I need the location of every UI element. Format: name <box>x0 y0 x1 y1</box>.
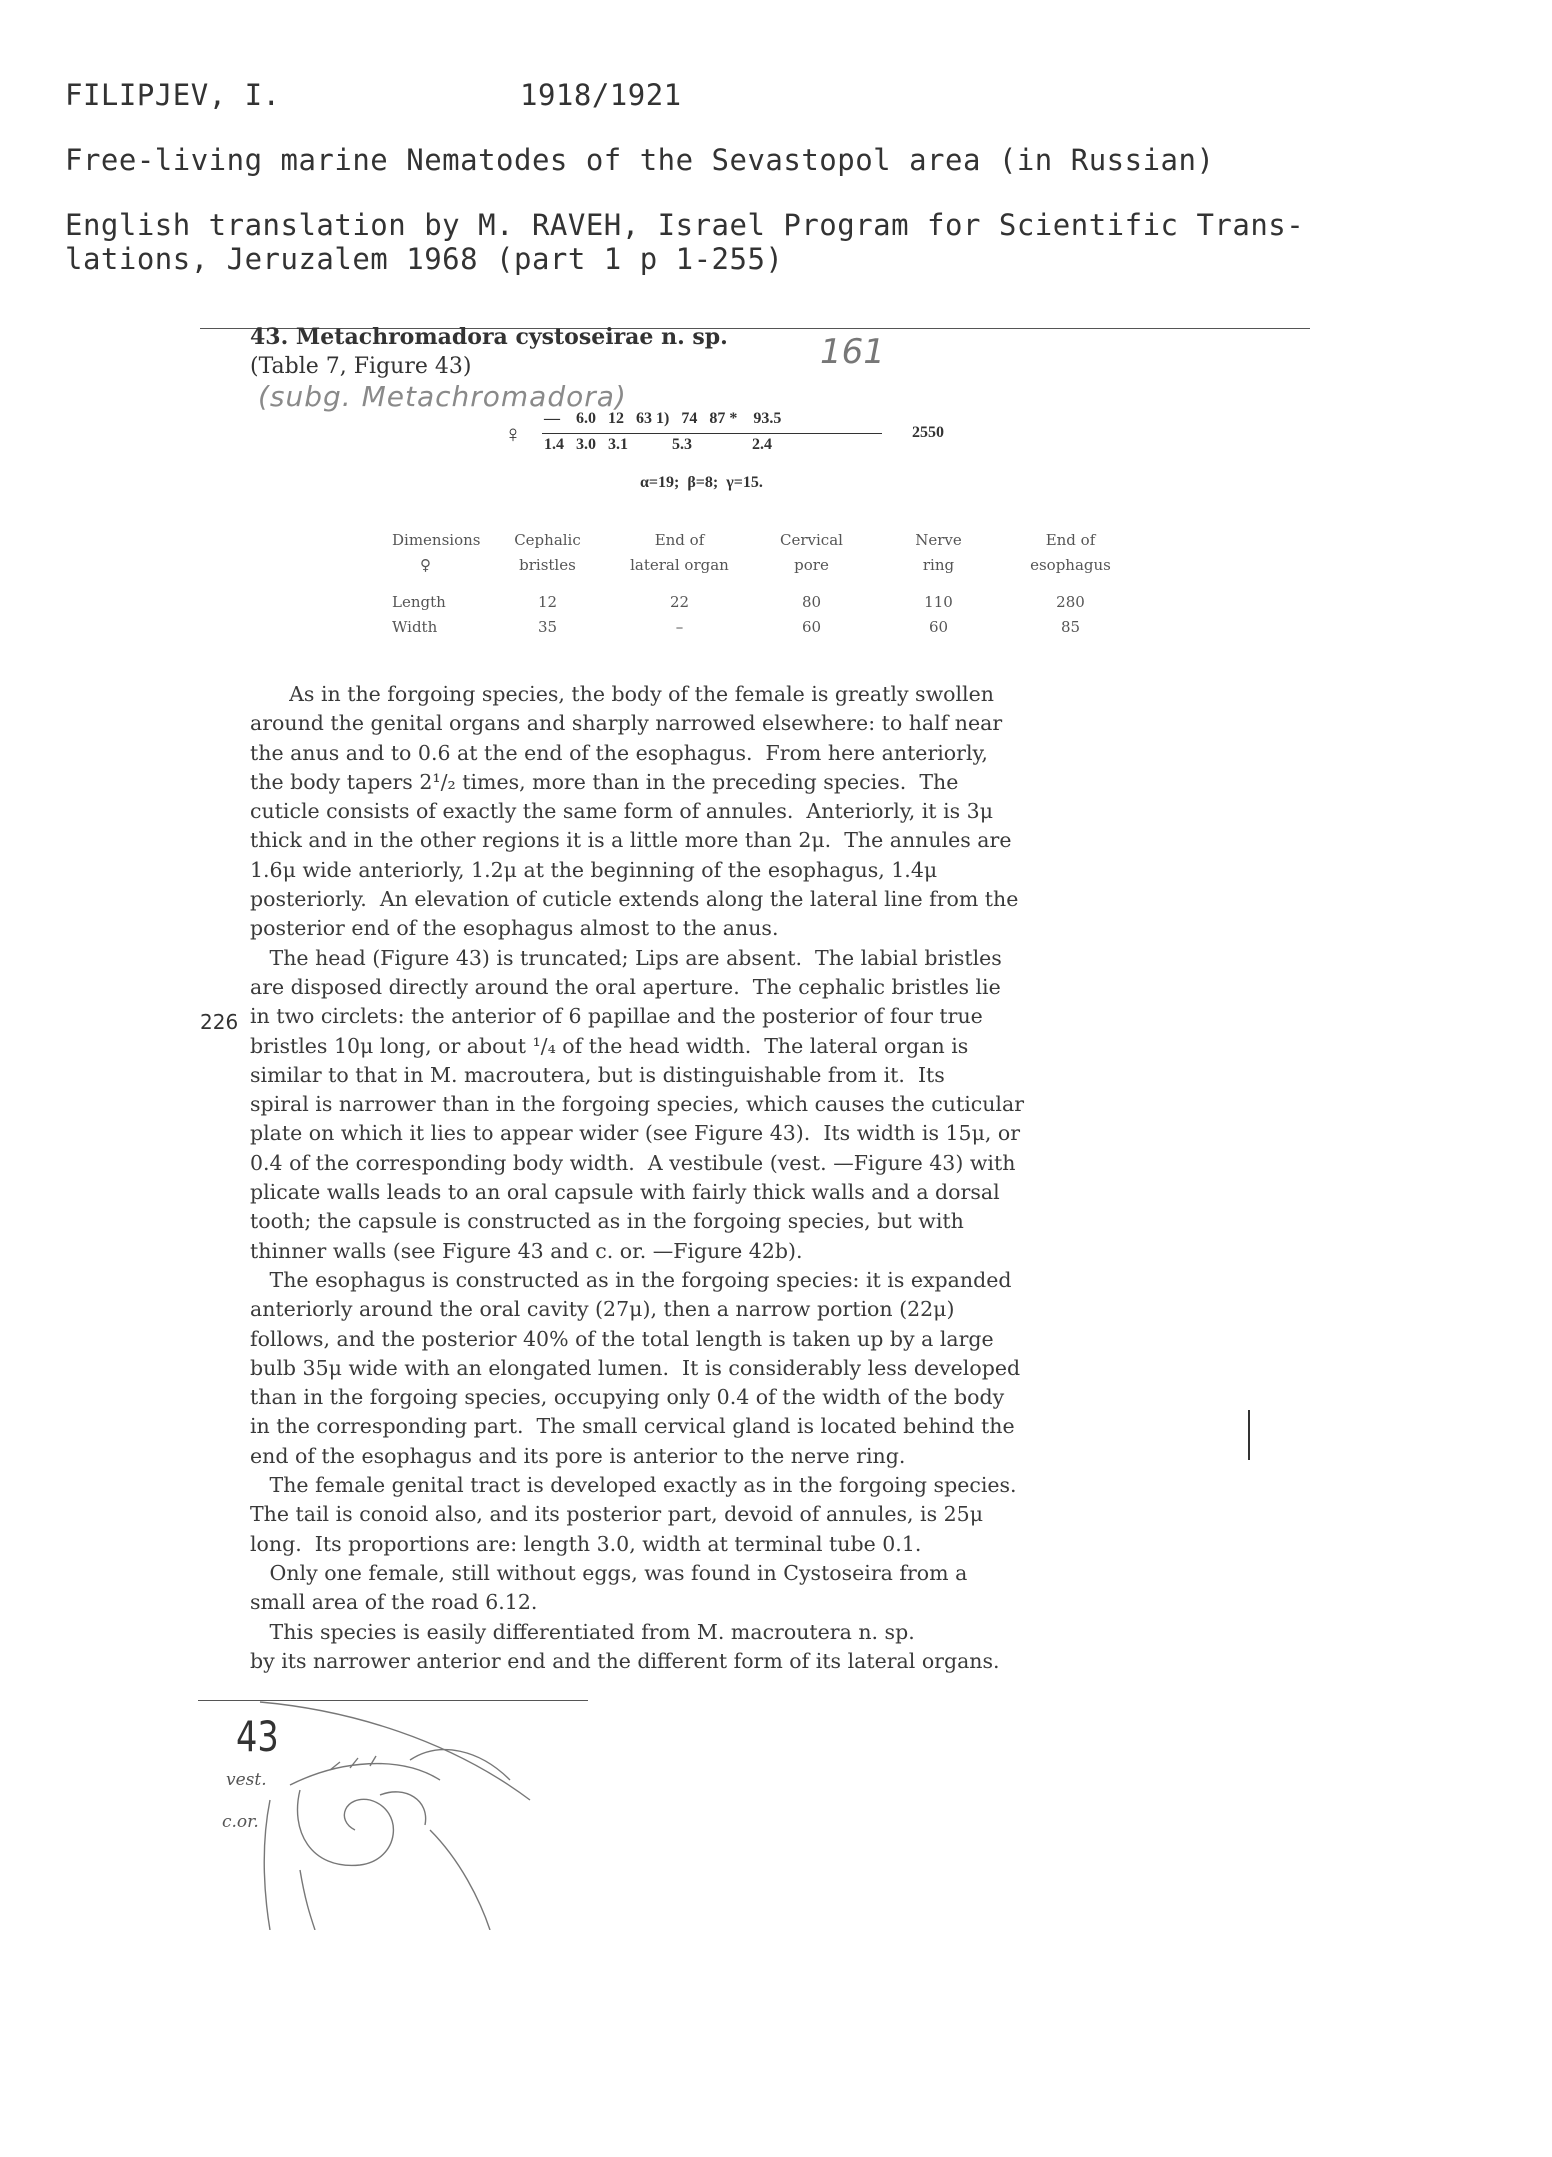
body-text-line: anteriorly around the oral cavity (27μ), then a narrow portion (22μ) <box>250 1297 955 1322</box>
body-text-line: This species is easily differentiated from M. macroutera n. sp. <box>250 1619 915 1644</box>
table-header-cell: Dimensions <box>392 531 481 549</box>
table-cell: 60 <box>801 618 822 636</box>
formula-numerator: — 6.0 12 63 1) 74 87 * 93.5 <box>544 410 782 427</box>
body-text-line: thinner walls (see Figure 43 and c. or. —Figure 42b). <box>250 1238 803 1263</box>
body-text-line: similar to that in M. macroutera, but is distinguishable from it. Its <box>250 1062 945 1087</box>
citation-title: Free-living marine Nematodes of the Sevastopol area (in Russian) <box>65 143 1215 177</box>
table-header-cell: End of <box>1045 531 1096 549</box>
female-symbol: ♀ <box>504 422 522 448</box>
body-text-line: Only one female, still without eggs, was found in Cystoseira from a <box>250 1560 968 1585</box>
formula-ratios: α=19; β=8; γ=15. <box>640 474 763 491</box>
table-header-cell: lateral organ <box>630 556 729 574</box>
table-row-label: Width <box>392 618 438 636</box>
table-cell: 110 <box>924 593 953 611</box>
body-text-line: the anus and to 0.6 at the end of the esophagus. From here anteriorly, <box>250 740 988 765</box>
table-cell: 22 <box>669 593 690 611</box>
table-row-label: Length <box>392 593 446 611</box>
handwritten-subgenus-note: (subg. Metachromadora) <box>258 380 627 413</box>
table-cell: 85 <box>1060 618 1081 636</box>
body-text-line: bristles 10μ long, or about ¹/₄ of the head width. The lateral organ is <box>250 1033 969 1058</box>
body-text-line: The esophagus is constructed as in the forgoing species: it is expanded <box>250 1267 1012 1292</box>
table-header-cell: Cervical <box>780 531 843 549</box>
body-text-line: long. Its proportions are: length 3.0, width at terminal tube 0.1. <box>250 1531 922 1556</box>
body-text-line: follows, and the posterior 40% of the total length is taken up by a large <box>250 1326 994 1351</box>
table-cell: 35 <box>537 618 558 636</box>
dimensions-table <box>380 528 1136 640</box>
body-text-line: plicate walls leads to an oral capsule with fairly thick walls and a dorsal <box>250 1180 1000 1205</box>
body-text-line: 1.6μ wide anteriorly, 1.2μ at the beginning of the esophagus, 1.4μ <box>250 857 938 882</box>
body-text-line: than in the forgoing species, occupying only 0.4 of the width of the body <box>250 1385 1005 1410</box>
table-cell: 80 <box>801 593 822 611</box>
body-text-line: thick and in the other regions it is a little more than 2μ. The annules are <box>250 828 1012 853</box>
formula-denominator: 1.4 3.0 3.1 5.3 2.4 <box>544 436 772 453</box>
body-text-line: cuticle consists of exactly the same form of annules. Anteriorly, it is 3μ <box>250 799 994 824</box>
body-text-line: plate on which it lies to appear wider (see Figure 43). Its width is 15μ, or <box>250 1121 1021 1146</box>
body-text-line: the body tapers 2¹/₂ times, more than in the preceding species. The <box>250 769 959 794</box>
body-text-line: in two circlets: the anterior of 6 papillae and the posterior of four true <box>250 1004 983 1029</box>
body-text-line: 0.4 of the corresponding body width. A vestibule (vest. —Figure 43) with <box>250 1150 1016 1175</box>
table-row <box>380 615 1136 640</box>
table-header-cell: Nerve <box>915 531 962 549</box>
body-text-line: are disposed directly around the oral aperture. The cephalic bristles lie <box>250 974 1001 999</box>
table-header-cell: esophagus <box>1030 556 1111 574</box>
body-text-line: posteriorly. An elevation of cuticle extends along the lateral line from the <box>250 887 1019 912</box>
body-text-line: spiral is narrower than in the forgoing species, which causes the cuticular <box>250 1092 1025 1117</box>
body-text <box>250 680 1240 1676</box>
body-text-line: in the corresponding part. The small cervical gland is located behind the <box>250 1414 1015 1439</box>
margin-page-number: 226 <box>200 1010 239 1034</box>
body-text-line: As in the forgoing species, the body of the female is greatly swollen <box>250 682 994 706</box>
species-title: 43. Metachromadora cystoseirae n. sp. <box>250 324 728 350</box>
table-header-row-1 <box>380 528 1136 553</box>
figure-label-vestibule: vest. <box>226 1770 267 1790</box>
formula-fraction-line <box>542 433 882 434</box>
body-text-line: small area of the road 6.12. <box>250 1590 538 1615</box>
table-header-cell: End of <box>654 531 705 549</box>
body-text-line: tooth; the capsule is constructed as in the forgoing species, but with <box>250 1209 964 1234</box>
formula-total-length: 2550 <box>912 424 944 441</box>
body-text-line: around the genital organs and sharply narrowed elsewhere: to half near <box>250 711 1003 736</box>
citation-author: FILIPJEV, I. <box>65 78 281 112</box>
figure-label-oral-capsule: c.or. <box>222 1812 259 1832</box>
citation-translation-line-1: English translation by M. RAVEH, Israel Program for Scientific Trans- <box>65 208 1305 242</box>
table-header-cell: bristles <box>519 556 576 574</box>
body-text-line: bulb 35μ wide with an elongated lumen. It is considerably less developed <box>250 1355 1021 1380</box>
body-text-line: posterior end of the esophagus almost to the anus. <box>250 916 779 941</box>
table-header-cell: pore <box>794 556 829 574</box>
body-text-line: The female genital tract is developed exactly as in the forgoing species. <box>250 1473 1017 1498</box>
table-header-row-2 <box>380 553 1136 578</box>
table-header-cell: Cephalic <box>514 531 581 549</box>
table-header-cell: ring <box>922 556 955 574</box>
table-header-cell: ♀ <box>420 556 431 574</box>
body-text-line: The head (Figure 43) is truncated; Lips are absent. The labial bristles <box>250 945 1002 970</box>
handwritten-page-number: 161 <box>820 332 885 372</box>
table-cell: 280 <box>1056 593 1085 611</box>
species-subtitle: (Table 7, Figure 43) <box>250 354 472 379</box>
body-text-line: end of the esophagus and its pore is anterior to the nerve ring. <box>250 1443 906 1468</box>
body-text-line: by its narrower anterior end and the different form of its lateral organs. <box>250 1648 1000 1673</box>
body-text-line: The tail is conoid also, and its posterior part, devoid of annules, is 25μ <box>250 1502 984 1527</box>
table-cell: 60 <box>928 618 949 636</box>
citation-translation-line-2: lations, Jeruzalem 1968 (part 1 p 1-255) <box>65 242 784 276</box>
citation-year: 1918/1921 <box>520 78 682 112</box>
table-row <box>380 590 1136 615</box>
margin-mark <box>1248 1410 1250 1460</box>
figure-number: 43 <box>236 1712 279 1761</box>
table-cell: 12 <box>537 593 558 611</box>
table-cell: – <box>675 618 684 636</box>
